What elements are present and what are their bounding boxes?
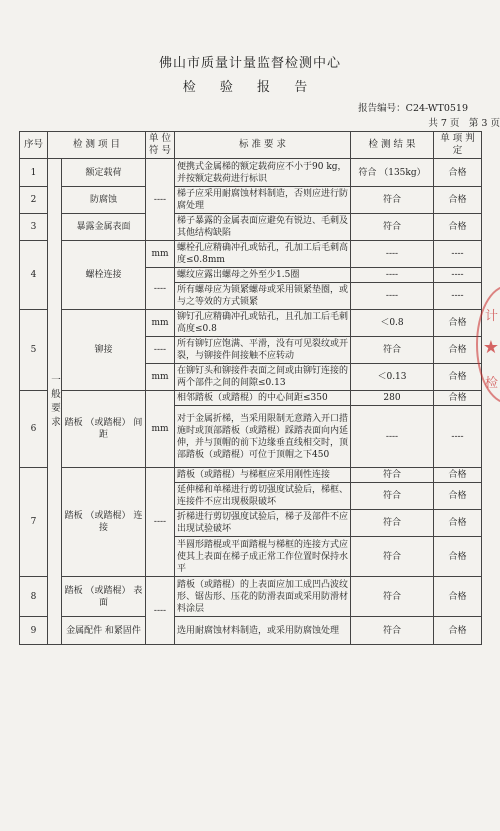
row-no: 4 xyxy=(20,241,48,310)
row-unit: ---- xyxy=(146,159,175,241)
row-judge: ---- xyxy=(434,241,482,268)
row-requirement: 半圆形踏棍或平面踏棍与梯框的连接方式应使其上表面在梯子成正常工作位置时保持水平 xyxy=(175,537,351,577)
row-judge: 合格 xyxy=(434,483,482,510)
table-row xyxy=(20,159,482,187)
row-unit: mm xyxy=(146,364,175,391)
table-row xyxy=(20,391,482,406)
row-result: 符合 xyxy=(351,483,434,510)
row-result: 280 xyxy=(351,391,434,406)
row-result: 符合 xyxy=(351,468,434,483)
row-item: 铆接 xyxy=(62,310,146,391)
group-label-cell xyxy=(48,159,62,645)
row-item: 螺栓连接 xyxy=(62,241,146,310)
row-item: 踏板 （或踏棍） 连接 xyxy=(62,468,146,577)
seal-star-icon: ★ xyxy=(482,337,499,358)
row-judge: ---- xyxy=(434,268,482,283)
row-requirement: 所有铆钉应饱满、平滑，没有可见裂纹或开裂，与铆接件间接触不应转动 xyxy=(175,337,351,364)
row-requirement: 踏板（或踏棍）与梯框应采用刚性连接 xyxy=(175,468,351,483)
org-name: 佛山市质量计量监督检测中心 xyxy=(158,56,341,71)
row-result: 符合 xyxy=(351,337,434,364)
row-judge: 合格 xyxy=(434,364,482,391)
row-requirement: 梯子应采用耐腐蚀材料制造，否则应进行防腐处理 xyxy=(175,187,351,214)
table-row xyxy=(20,241,482,268)
row-requirement: 延伸梯和单梯进行剪切强度试验后，梯框、连接件不应出现极限破坏 xyxy=(175,483,351,510)
row-unit: ---- xyxy=(146,577,175,645)
row-requirement: 螺栓孔应精确冲孔或钻孔，孔加工后毛刺高度≤0.8mm xyxy=(175,241,351,268)
row-unit: mm xyxy=(146,310,175,337)
row-requirement: 螺纹应露出螺母之外至少1.5圈 xyxy=(175,268,351,283)
row-judge: 合格 xyxy=(434,337,482,364)
row-result: 符合 xyxy=(351,510,434,537)
col-item: 检 测 项 目 xyxy=(48,132,146,159)
group-label: 一般要求 xyxy=(51,374,61,428)
row-result: ---- xyxy=(351,283,434,310)
row-unit: mm xyxy=(146,391,175,468)
row-judge: 合格 xyxy=(434,577,482,617)
row-judge: ---- xyxy=(434,283,482,310)
row-result: ---- xyxy=(351,268,434,283)
page-info: 共 7 页 第 3 页 xyxy=(428,118,500,129)
row-judge: ---- xyxy=(434,406,482,468)
col-unit: 单 位 符 号 xyxy=(146,132,175,159)
doc-title: 检 验 报 告 xyxy=(182,80,318,95)
table-row xyxy=(20,617,482,645)
col-requirement: 标 准 要 求 xyxy=(175,132,351,159)
row-unit: ---- xyxy=(146,268,175,310)
col-judge: 单 项 判 定 xyxy=(434,132,482,159)
row-item: 金属配件 和紧固件 xyxy=(62,617,146,645)
seal-text-bottom: 检 xyxy=(484,376,498,391)
table-row xyxy=(20,577,482,617)
row-no: 1 xyxy=(20,159,48,187)
report-number: 报告编号：C24-WT0519 xyxy=(358,103,468,114)
table-row xyxy=(20,468,482,483)
row-item: 暴露金属表面 xyxy=(62,214,146,241)
row-result: ＜0.13 xyxy=(351,364,434,391)
row-no: 7 xyxy=(20,468,48,577)
row-requirement: 所有螺母应为锁紧螺母或采用锁紧垫圈，或与之等效的方式锁紧 xyxy=(175,283,351,310)
row-no: 5 xyxy=(20,310,48,391)
row-requirement: 对于金属折梯，当采用限制无意踏入开口措施时或顶部踏板（或踏棍）踩踏表面向内延伸，并与顶帽的前下边缘垂直线相交时，顶部踏板（或踏棍）可位于顶帽之下450 xyxy=(175,406,351,468)
row-no: 9 xyxy=(20,617,48,645)
col-no: 序号 xyxy=(20,132,48,159)
row-result: ＜0.8 xyxy=(351,310,434,337)
row-judge: 合格 xyxy=(434,391,482,406)
row-result: ---- xyxy=(351,241,434,268)
row-no: 2 xyxy=(20,187,48,214)
row-judge: 合格 xyxy=(434,159,482,187)
row-item: 踏板 （或踏棍） 间距 xyxy=(62,391,146,468)
row-result: 符合 xyxy=(351,214,434,241)
row-result: 符合 xyxy=(351,617,434,645)
row-requirement: 选用耐腐蚀材料制造，或采用防腐蚀处理 xyxy=(175,617,351,645)
row-judge: 合格 xyxy=(434,310,482,337)
row-judge: 合格 xyxy=(434,537,482,577)
row-unit: mm xyxy=(146,241,175,268)
row-judge: 合格 xyxy=(434,187,482,214)
row-requirement: 在铆钉头和铆接件表面之间或由铆钉连接的两个部件之间的间隙≤0.13 xyxy=(175,364,351,391)
row-requirement: 梯子暴露的金属表面应避免有锐边、毛刺及其他结构缺陷 xyxy=(175,214,351,241)
row-requirement: 相邻踏板（或踏棍）的中心间距≤350 xyxy=(175,391,351,406)
row-no: 3 xyxy=(20,214,48,241)
row-judge: 合格 xyxy=(434,510,482,537)
row-judge: 合格 xyxy=(434,617,482,645)
table-header-row xyxy=(20,132,482,159)
row-result: 符合 xyxy=(351,537,434,577)
table-row xyxy=(20,310,482,337)
row-item: 踏板 （或踏棍） 表面 xyxy=(62,577,146,617)
row-no: 6 xyxy=(20,391,48,468)
row-unit: ---- xyxy=(146,468,175,577)
row-requirement: 折梯进行剪切强度试验后，梯子及部件不应出现试验破坏 xyxy=(175,510,351,537)
table-row xyxy=(20,214,482,241)
row-judge: 合格 xyxy=(434,214,482,241)
row-requirement: 踏板（或踏棍）的上表面应加工成凹凸波纹形、锯齿形、压花的防滑表面或采用防滑材料涂层 xyxy=(175,577,351,617)
col-result: 检 测 结 果 xyxy=(351,132,434,159)
row-unit: ---- xyxy=(146,337,175,364)
row-result: ---- xyxy=(351,406,434,468)
inspection-table xyxy=(19,131,482,645)
row-result: 符合 （135kg） xyxy=(351,159,434,187)
row-requirement: 铆钉孔应精确冲孔或钻孔，且孔加工后毛刺高度≤0.8 xyxy=(175,310,351,337)
row-no: 8 xyxy=(20,577,48,617)
row-result: 符合 xyxy=(351,187,434,214)
seal-text-top: 计 xyxy=(484,309,498,324)
row-requirement: 便携式金属梯的额定载荷应不小于90 kg，并按额定载荷进行标识 xyxy=(175,159,351,187)
row-judge: 合格 xyxy=(434,468,482,483)
row-result: 符合 xyxy=(351,577,434,617)
table-row xyxy=(20,187,482,214)
row-item: 防腐蚀 xyxy=(62,187,146,214)
row-item: 额定载荷 xyxy=(62,159,146,187)
